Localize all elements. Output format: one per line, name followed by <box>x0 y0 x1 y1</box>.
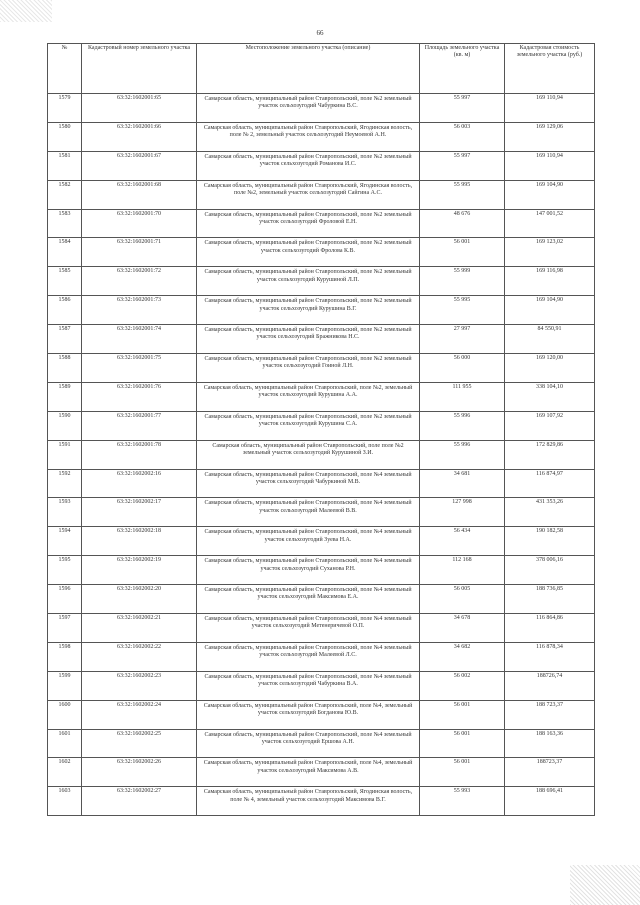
row-number-cell: 1592 <box>48 469 82 498</box>
area-cell: 34 681 <box>420 469 505 498</box>
row-number-cell: 1583 <box>48 209 82 238</box>
row-number-cell: 1587 <box>48 325 82 354</box>
cadastral-cost-cell: 172 829,86 <box>505 440 595 469</box>
location-cell: Самарская область, муниципальный район Ставропольский, поле №4 земельный участок сельхозугодий Ершова А.Н. <box>197 729 420 758</box>
location-cell: Самарская область, муниципальный район Ставропольский, поле №4, земельный участок сельхозугодий Максимова А.В. <box>197 758 420 787</box>
row-number-cell: 1586 <box>48 296 82 325</box>
area-cell: 55 996 <box>420 440 505 469</box>
location-cell: Самарская область, муниципальный район Ставропольский, поле №2 земельный участок сельхозугодий Курушина В.Г. <box>197 296 420 325</box>
row-number-cell: 1601 <box>48 729 82 758</box>
area-cell: 127 998 <box>420 498 505 527</box>
location-cell: Самарская область, муниципальный район Ставропольский, поле №4 земельный участок сельхозугодий Чабуркиной М.В. <box>197 469 420 498</box>
cadastral-number-cell: 63:32:1602001:72 <box>82 267 197 296</box>
area-cell: 55 997 <box>420 151 505 180</box>
area-cell: 56 001 <box>420 238 505 267</box>
table-row <box>48 498 595 527</box>
cadastral-cost-cell: 169 104,90 <box>505 296 595 325</box>
location-cell: Самарская область, муниципальный район Ставропольский, поле №2 земельный участок сельхозугодий Бражникова Н.С. <box>197 325 420 354</box>
location-cell: Самарская область, муниципальный район Ставропольский, поле №2 земельный участок сельхозугодий Чабуркина В.С. <box>197 94 420 123</box>
table-row <box>48 267 595 296</box>
cadastral-number-cell: 63:32:1602001:76 <box>82 382 197 411</box>
scan-artifact <box>570 865 640 905</box>
cadastral-number-cell: 63:32:1602001:65 <box>82 94 197 123</box>
row-number-cell: 1603 <box>48 787 82 816</box>
area-cell: 27 997 <box>420 325 505 354</box>
table-row <box>48 556 595 585</box>
cadastral-number-cell: 63:32:1602002:20 <box>82 585 197 614</box>
location-cell: Самарская область, муниципальный район Ставропольский, поле №4, земельный участок сельхозугодий Богданова Ю.В. <box>197 700 420 729</box>
table-row <box>48 787 595 816</box>
scan-artifact <box>0 0 52 22</box>
cadastral-number-cell: 63:32:1602002:19 <box>82 556 197 585</box>
area-cell: 111 955 <box>420 382 505 411</box>
area-cell: 55 995 <box>420 180 505 209</box>
location-cell: Самарская область, муниципальный район Ставропольский, Ягодинская волость, поле №2, земельный участок сельхозугодий Сайгина А.С. <box>197 180 420 209</box>
cadastral-cost-cell: 169 123,02 <box>505 238 595 267</box>
land-plots-table-container <box>47 43 594 816</box>
cadastral-cost-cell: 84 550,91 <box>505 325 595 354</box>
row-number-cell: 1584 <box>48 238 82 267</box>
row-number-cell: 1594 <box>48 527 82 556</box>
header-location: Местоположение земельного участка (описание) <box>197 44 420 94</box>
cadastral-cost-cell: 188 723,37 <box>505 700 595 729</box>
location-cell: Самарская область, муниципальный район Ставропольский, поле №4 земельный участок сельхозугодий Максимова Е.А. <box>197 585 420 614</box>
row-number-cell: 1591 <box>48 440 82 469</box>
row-number-cell: 1585 <box>48 267 82 296</box>
cadastral-cost-cell: 169 110,94 <box>505 151 595 180</box>
location-cell: Самарская область, муниципальный район Ставропольский, поле №2, земельный участок сельхозугодий Курушина А.А. <box>197 382 420 411</box>
cadastral-number-cell: 63:32:1602002:16 <box>82 469 197 498</box>
area-cell: 55 997 <box>420 94 505 123</box>
table-row <box>48 382 595 411</box>
location-cell: Самарская область, муниципальный район Ставропольский, поле №4 земельный участок сельхозугодий Зуева Н.А. <box>197 527 420 556</box>
cadastral-cost-cell: 169 129,06 <box>505 122 595 151</box>
cadastral-number-cell: 63:32:1602002:27 <box>82 787 197 816</box>
cadastral-number-cell: 63:32:1602001:77 <box>82 411 197 440</box>
row-number-cell: 1599 <box>48 671 82 700</box>
cadastral-number-cell: 63:32:1602002:17 <box>82 498 197 527</box>
area-cell: 55 996 <box>420 411 505 440</box>
cadastral-cost-cell: 188723,37 <box>505 758 595 787</box>
area-cell: 56 434 <box>420 527 505 556</box>
location-cell: Самарская область, муниципальный район Ставропольский, поле №2 земельный участок сельхозугодий Фроловой Е.Н. <box>197 209 420 238</box>
cadastral-cost-cell: 188726,74 <box>505 671 595 700</box>
cadastral-cost-cell: 169 116,98 <box>505 267 595 296</box>
cadastral-number-cell: 63:32:1602002:24 <box>82 700 197 729</box>
table-row <box>48 122 595 151</box>
location-cell: Самарская область, муниципальный район Ставропольский, поле №4 земельный участок сельхозугодий Малеевой Л.С. <box>197 642 420 671</box>
cadastral-cost-cell: 378 006,16 <box>505 556 595 585</box>
table-row <box>48 614 595 643</box>
location-cell: Самарская область, муниципальный район Ставропольский, поле поле №2 земельный участок сельхозугодий Курушиной З.И. <box>197 440 420 469</box>
area-cell: 34 678 <box>420 614 505 643</box>
table-row <box>48 354 595 383</box>
location-cell: Самарская область, муниципальный район Ставропольский, поле №2 земельный участок сельхозугодий Романова И.С. <box>197 151 420 180</box>
cadastral-cost-cell: 338 104,10 <box>505 382 595 411</box>
cadastral-number-cell: 63:32:1602002:25 <box>82 729 197 758</box>
row-number-cell: 1602 <box>48 758 82 787</box>
table-body <box>48 94 595 816</box>
location-cell: Самарская область, муниципальный район Ставропольский, поле №2 земельный участок сельхозугодий Фролова К.В. <box>197 238 420 267</box>
area-cell: 48 676 <box>420 209 505 238</box>
table-row <box>48 700 595 729</box>
row-number-cell: 1597 <box>48 614 82 643</box>
table-header-row <box>48 44 595 94</box>
header-area: Площадь земельного участка (кв. м) <box>420 44 505 94</box>
table-row <box>48 209 595 238</box>
location-cell: Самарская область, муниципальный район Ставропольский, поле №2 земельный участок сельхозугодий Курушина С.А. <box>197 411 420 440</box>
table-row <box>48 527 595 556</box>
header-cadastral-cost: Кадастровая стоимость земельного участка (руб.) <box>505 44 595 94</box>
cadastral-number-cell: 63:32:1602001:70 <box>82 209 197 238</box>
cadastral-number-cell: 63:32:1602002:26 <box>82 758 197 787</box>
row-number-cell: 1579 <box>48 94 82 123</box>
row-number-cell: 1593 <box>48 498 82 527</box>
area-cell: 56 001 <box>420 729 505 758</box>
table-row <box>48 469 595 498</box>
area-cell: 55 995 <box>420 296 505 325</box>
row-number-cell: 1582 <box>48 180 82 209</box>
cadastral-number-cell: 63:32:1602001:74 <box>82 325 197 354</box>
cadastral-cost-cell: 188 163,36 <box>505 729 595 758</box>
table-row <box>48 296 595 325</box>
area-cell: 56 003 <box>420 122 505 151</box>
row-number-cell: 1596 <box>48 585 82 614</box>
cadastral-number-cell: 63:32:1602002:21 <box>82 614 197 643</box>
row-number-cell: 1580 <box>48 122 82 151</box>
row-number-cell: 1581 <box>48 151 82 180</box>
area-cell: 112 168 <box>420 556 505 585</box>
table-row <box>48 440 595 469</box>
cadastral-cost-cell: 147 001,52 <box>505 209 595 238</box>
cadastral-number-cell: 63:32:1602002:23 <box>82 671 197 700</box>
header-number: № <box>48 44 82 94</box>
cadastral-number-cell: 63:32:1602001:68 <box>82 180 197 209</box>
cadastral-cost-cell: 169 104,90 <box>505 180 595 209</box>
location-cell: Самарская область, муниципальный район Ставропольский, поле №2 земельный участок сельхозугодий Курушиной Л.П. <box>197 267 420 296</box>
table-row <box>48 325 595 354</box>
cadastral-cost-cell: 431 353,26 <box>505 498 595 527</box>
cadastral-cost-cell: 169 120,00 <box>505 354 595 383</box>
cadastral-number-cell: 63:32:1602002:22 <box>82 642 197 671</box>
row-number-cell: 1589 <box>48 382 82 411</box>
location-cell: Самарская область, муниципальный район Ставропольский, поле №2 земельный участок сельхозугодий Гоиной Л.Н. <box>197 354 420 383</box>
table-row <box>48 238 595 267</box>
location-cell: Самарская область, муниципальный район Ставропольский, Ягодинская волость, поле № 2, земельный участок сельхозугодий Неумоевой А.Н. <box>197 122 420 151</box>
cadastral-number-cell: 63:32:1602001:67 <box>82 151 197 180</box>
location-cell: Самарская область, муниципальный район Ставропольский, поле №4 земельный участок сельхозугодий Метенеричевой О.П. <box>197 614 420 643</box>
area-cell: 56 002 <box>420 671 505 700</box>
location-cell: Самарская область, муниципальный район Ставропольский, поле №4 земельный участок сельхозугодий Суханова Р.Н. <box>197 556 420 585</box>
table-row <box>48 729 595 758</box>
table-row <box>48 671 595 700</box>
cadastral-cost-cell: 116 878,34 <box>505 642 595 671</box>
area-cell: 56 000 <box>420 354 505 383</box>
table-row <box>48 411 595 440</box>
cadastral-cost-cell: 169 107,92 <box>505 411 595 440</box>
location-cell: Самарская область, муниципальный район Ставропольский, поле №4 земельный участок сельхозугодий Малеевой В.В. <box>197 498 420 527</box>
cadastral-number-cell: 63:32:1602002:18 <box>82 527 197 556</box>
cadastral-number-cell: 63:32:1602001:71 <box>82 238 197 267</box>
cadastral-cost-cell: 116 864,86 <box>505 614 595 643</box>
location-cell: Самарская область, муниципальный район Ставропольский, Ягодинская волость, поле № 4, земельный участок сельхозугодий Максимова В.Г. <box>197 787 420 816</box>
table-row <box>48 758 595 787</box>
row-number-cell: 1590 <box>48 411 82 440</box>
table-row <box>48 180 595 209</box>
cadastral-number-cell: 63:32:1602001:73 <box>82 296 197 325</box>
area-cell: 56 001 <box>420 700 505 729</box>
table-row <box>48 94 595 123</box>
cadastral-cost-cell: 188 696,41 <box>505 787 595 816</box>
cadastral-number-cell: 63:32:1602001:75 <box>82 354 197 383</box>
cadastral-cost-cell: 190 182,58 <box>505 527 595 556</box>
cadastral-number-cell: 63:32:1602001:66 <box>82 122 197 151</box>
area-cell: 55 999 <box>420 267 505 296</box>
row-number-cell: 1598 <box>48 642 82 671</box>
area-cell: 56 005 <box>420 585 505 614</box>
location-cell: Самарская область, муниципальный район Ставропольский, поле №4 земельный участок сельхозугодий Чабуркина В.А. <box>197 671 420 700</box>
area-cell: 55 993 <box>420 787 505 816</box>
cadastral-number-cell: 63:32:1602001:78 <box>82 440 197 469</box>
row-number-cell: 1588 <box>48 354 82 383</box>
page-number: 66 <box>316 29 324 37</box>
cadastral-cost-cell: 188 736,85 <box>505 585 595 614</box>
table-row <box>48 151 595 180</box>
cadastral-cost-cell: 169 110,94 <box>505 94 595 123</box>
area-cell: 56 001 <box>420 758 505 787</box>
area-cell: 34 682 <box>420 642 505 671</box>
land-plots-table <box>47 43 595 816</box>
cadastral-cost-cell: 116 874,97 <box>505 469 595 498</box>
table-row <box>48 642 595 671</box>
row-number-cell: 1595 <box>48 556 82 585</box>
header-cadastral-number: Кадастровый номер земельного участка <box>82 44 197 94</box>
row-number-cell: 1600 <box>48 700 82 729</box>
table-row <box>48 585 595 614</box>
